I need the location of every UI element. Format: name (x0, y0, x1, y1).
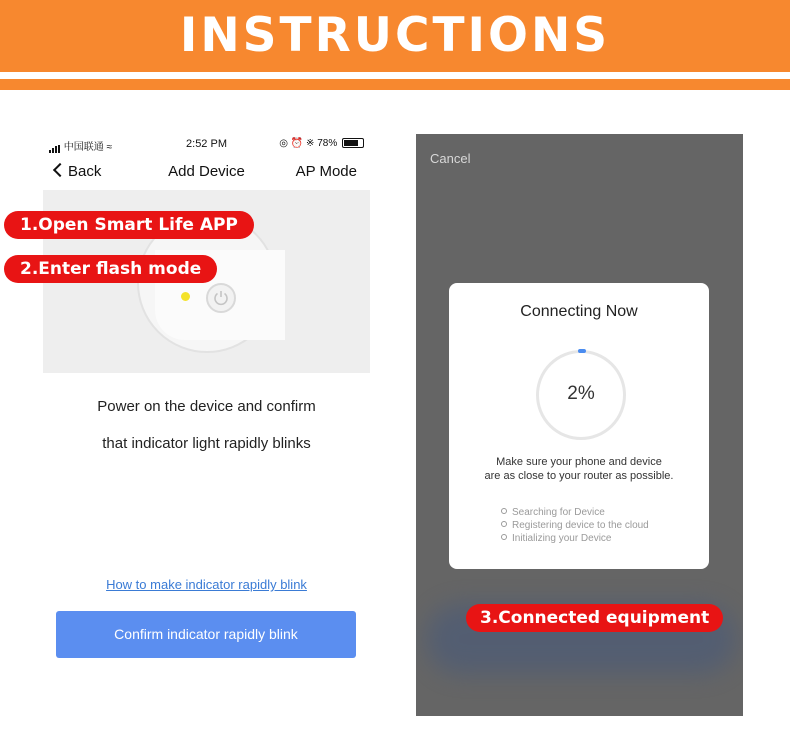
instruction-text-line-2: that indicator light rapidly blinks (102, 435, 311, 452)
instruction-text-line-1: Power on the device and confirm (97, 398, 316, 415)
battery-percent: 78% (317, 138, 338, 149)
lock-rotation-icon: ◎ (279, 138, 289, 149)
status-right (279, 138, 364, 149)
step-3-label: 3.Connected equipment (466, 604, 723, 632)
step-2-label: 2.Enter flash mode (4, 255, 217, 283)
checklist-item (501, 506, 649, 519)
page-title: INSTRUCTIONS (179, 8, 611, 63)
wifi-icon: ≈ (106, 142, 113, 153)
nav-bar (43, 160, 370, 186)
bluetooth-icon: ※ (306, 138, 315, 149)
dialog-message-line-1: Make sure your phone and device (496, 456, 662, 468)
progress-percent: 2% (567, 383, 595, 404)
progress-arc (578, 349, 586, 353)
bullet-icon (501, 508, 507, 514)
banner-divider (0, 79, 790, 90)
checklist-item-label: Registering device to the cloud (512, 520, 649, 531)
checklist-item (501, 519, 649, 532)
status-bar (43, 136, 370, 154)
connecting-dialog (449, 283, 709, 569)
help-link[interactable]: How to make indicator rapidly blink (106, 577, 307, 592)
alarm-icon: ⏰ (290, 138, 304, 149)
dialog-message-line-2: are as close to your router as possible. (484, 470, 674, 482)
cancel-button[interactable]: Cancel (430, 151, 471, 166)
bullet-icon (501, 534, 507, 540)
indicator-light-icon (181, 292, 190, 301)
nav-title: Add Device (168, 163, 245, 180)
carrier-name: 中国联通 (63, 142, 104, 153)
power-icon (206, 283, 236, 313)
battery-icon (342, 138, 364, 148)
ap-mode-button[interactable]: AP Mode (295, 163, 357, 180)
checklist-item-label: Searching for Device (512, 507, 605, 518)
back-label: Back (68, 163, 102, 180)
bullet-icon (501, 521, 507, 527)
status-time: 2:52 PM (186, 138, 227, 150)
checklist-item-label: Initializing your Device (512, 533, 612, 544)
checklist-item (501, 532, 649, 545)
progress-checklist (501, 506, 649, 545)
confirm-button[interactable]: Confirm indicator rapidly blink (56, 611, 356, 658)
dialog-title: Connecting Now (520, 303, 638, 320)
step-1-label: 1.Open Smart Life APP (4, 211, 254, 239)
